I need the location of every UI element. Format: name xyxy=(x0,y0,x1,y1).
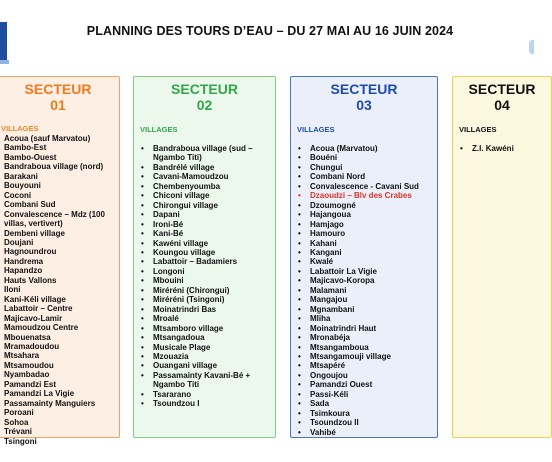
village-item: Coconi xyxy=(4,190,32,200)
village-item: Bambo-Est xyxy=(4,143,47,153)
village-item: Bouyouni xyxy=(4,181,41,191)
village-item: Combani Sud xyxy=(4,200,56,210)
villages-label: VILLAGES xyxy=(297,125,335,134)
village-item: Majicavo-Lamir xyxy=(4,313,63,323)
village-item: • Mbouini xyxy=(153,276,275,285)
village-item: Iloni xyxy=(4,285,21,295)
village-item: • Acoua (Marvatou) xyxy=(310,144,437,153)
village-item: • Kangani xyxy=(310,248,437,257)
village-item: • Moinatrindri Bas xyxy=(153,305,275,314)
village-item: • Chungui xyxy=(310,163,437,172)
village-item: • Bandraboua village (sud – Ngambo Titi) xyxy=(153,144,275,163)
village-item: Passamainty Manguiers xyxy=(4,398,96,408)
logo-left-accent xyxy=(0,60,9,64)
sector-number: 01 xyxy=(50,97,66,113)
sector-label: SECTEUR xyxy=(468,81,536,97)
village-list xyxy=(291,144,437,437)
sector-panel-03 xyxy=(290,76,438,438)
village-item: Mtsahara xyxy=(4,351,40,361)
village-item: • Bandrélé village xyxy=(153,163,275,172)
village-item: • Musicale Plage xyxy=(153,343,275,352)
village-item: • Tsimkoura xyxy=(310,409,437,418)
village-item: • Labattoir – Badamiers xyxy=(153,257,275,266)
village-item: • Mtsapéré xyxy=(310,361,437,370)
sector-heading xyxy=(453,81,551,113)
villages-label: VILLAGES xyxy=(1,124,39,133)
village-item: Doujani xyxy=(4,237,34,247)
village-item: • Kwalé xyxy=(310,257,437,266)
villages-label: VILLAGES xyxy=(140,125,178,134)
village-item: Bandraboua village (nord) xyxy=(4,162,104,172)
village-item: • Ouangani village xyxy=(153,361,275,370)
village-item: • Mtsamboro village xyxy=(153,324,275,333)
village-item: • Cavani-Mamoudzou xyxy=(153,172,275,181)
village-item: Tsingoni xyxy=(4,436,37,446)
village-item: Sohoa xyxy=(4,417,29,427)
village-item: • Mtsangamouji village xyxy=(310,352,437,361)
village-item: • Mzouazia xyxy=(153,352,275,361)
village-item: Mamoudzou Centre xyxy=(4,323,79,333)
village-item: Poroani xyxy=(4,408,34,418)
village-item: Hauts Vallons xyxy=(4,275,57,285)
village-item: Convalescence – Mdz (100 villas, vertivert) xyxy=(4,209,105,229)
village-item: • Mroalé xyxy=(153,314,275,323)
village-item: • Majicavo-Koropa xyxy=(310,276,437,285)
village-item: • Tsararano xyxy=(153,390,275,399)
village-item: • Mliha xyxy=(310,314,437,323)
village-item: • Miréréni (Chirongui) xyxy=(153,286,275,295)
logo-right-mark xyxy=(529,40,534,54)
village-item: Handrema xyxy=(4,256,44,266)
sector-number: 02 xyxy=(196,97,213,113)
sector-panel-01 xyxy=(0,76,120,446)
sector-panel-02 xyxy=(133,76,276,438)
village-list xyxy=(134,144,275,409)
village-item: • Pamandzi Ouest xyxy=(310,380,437,389)
sector-label: SECTEUR xyxy=(171,81,238,97)
sector-label: SECTEUR xyxy=(330,81,398,97)
village-item: • Moinatrindri Haut xyxy=(310,324,437,333)
village-item: • Sada xyxy=(310,399,437,408)
village-item: • Tsoundzou II xyxy=(310,418,437,427)
village-item: • Combani Nord xyxy=(310,172,437,181)
village-item: • Bouéni xyxy=(310,153,437,162)
village-item: Dembeni village xyxy=(4,228,65,238)
village-item: Pamandzi La Vigie xyxy=(4,389,75,399)
village-item: • Mangajou xyxy=(310,295,437,304)
village-item: Mtsamoudou xyxy=(4,360,54,370)
village-item: • Hamjago xyxy=(310,220,437,229)
village-item: Hagnoundrou xyxy=(4,247,57,257)
village-item: • Z.I. Kawéni xyxy=(472,144,551,153)
sector-number: 04 xyxy=(494,97,510,113)
village-item: • Mtsangadoua xyxy=(153,333,275,342)
sector-number: 03 xyxy=(356,97,372,113)
sector-panel-04 xyxy=(452,76,552,438)
village-item: • Convalescence - Cavani Sud xyxy=(310,182,437,191)
village-item: • Ongoujou xyxy=(310,371,437,380)
village-item: • Dzoumogné xyxy=(310,201,437,210)
village-item: • Hajangoua xyxy=(310,210,437,219)
village-item: Hapandzo xyxy=(4,266,43,276)
sector-heading xyxy=(0,81,119,113)
village-item: • Chembenyoumba xyxy=(153,182,275,191)
logo-left-mark xyxy=(0,22,7,62)
village-item: • Kahani xyxy=(310,239,437,248)
villages-label: VILLAGES xyxy=(459,125,497,134)
village-item: • Ironi-Bé xyxy=(153,220,275,229)
village-list xyxy=(0,134,119,446)
sector-label: SECTEUR xyxy=(24,81,92,97)
village-item: Kani-Kéli village xyxy=(4,294,66,304)
village-item: • Chirongui village xyxy=(153,201,275,210)
village-item: • Passi-Kéli xyxy=(310,390,437,399)
village-item: • Miréréni (Tsingoni) xyxy=(153,295,275,304)
village-item: • Passamainty Kavani-Bé + Ngambo Titi xyxy=(153,371,275,390)
village-item: • Vahibé xyxy=(310,428,437,437)
village-list xyxy=(453,144,551,153)
sector-heading xyxy=(134,81,275,113)
village-item: Trévani xyxy=(4,427,33,437)
village-item: • Mronabéja xyxy=(310,333,437,342)
village-item: • Longoni xyxy=(153,267,275,276)
page-title: PLANNING DES TOURS D’EAU – DU 27 MAI AU 16 JUIN 2024 xyxy=(86,24,454,38)
sector-heading xyxy=(291,81,437,113)
village-item: • Kani-Bé xyxy=(153,229,275,238)
village-item: Acoua (sauf Marvatou) xyxy=(4,134,91,143)
village-item: • Mtsangamboua xyxy=(310,343,437,352)
village-item: Mbouenatsa xyxy=(4,332,51,342)
village-item: • Koungou village xyxy=(153,248,275,257)
village-item: • Dzaoudzi – Blv des Crabes xyxy=(310,191,437,200)
village-item: Labattoir – Centre xyxy=(4,304,73,314)
village-item: • Hamouro xyxy=(310,229,437,238)
village-item: • Labattoir La Vigie xyxy=(310,267,437,276)
village-item: Bambo-Ouest xyxy=(4,152,57,162)
village-item: • Mgnambani xyxy=(310,305,437,314)
village-item: Barakani xyxy=(4,171,38,181)
village-item: Pamandzi Est xyxy=(4,379,57,389)
village-item: • Malamani xyxy=(310,286,437,295)
village-item: • Chiconi village xyxy=(153,191,275,200)
village-item: • Dapani xyxy=(153,210,275,219)
village-item: Nyambadao xyxy=(4,370,50,380)
village-item: • Tsoundzou I xyxy=(153,399,275,408)
village-item: • Kawéni village xyxy=(153,239,275,248)
village-item: Mramadoudou xyxy=(4,341,60,351)
